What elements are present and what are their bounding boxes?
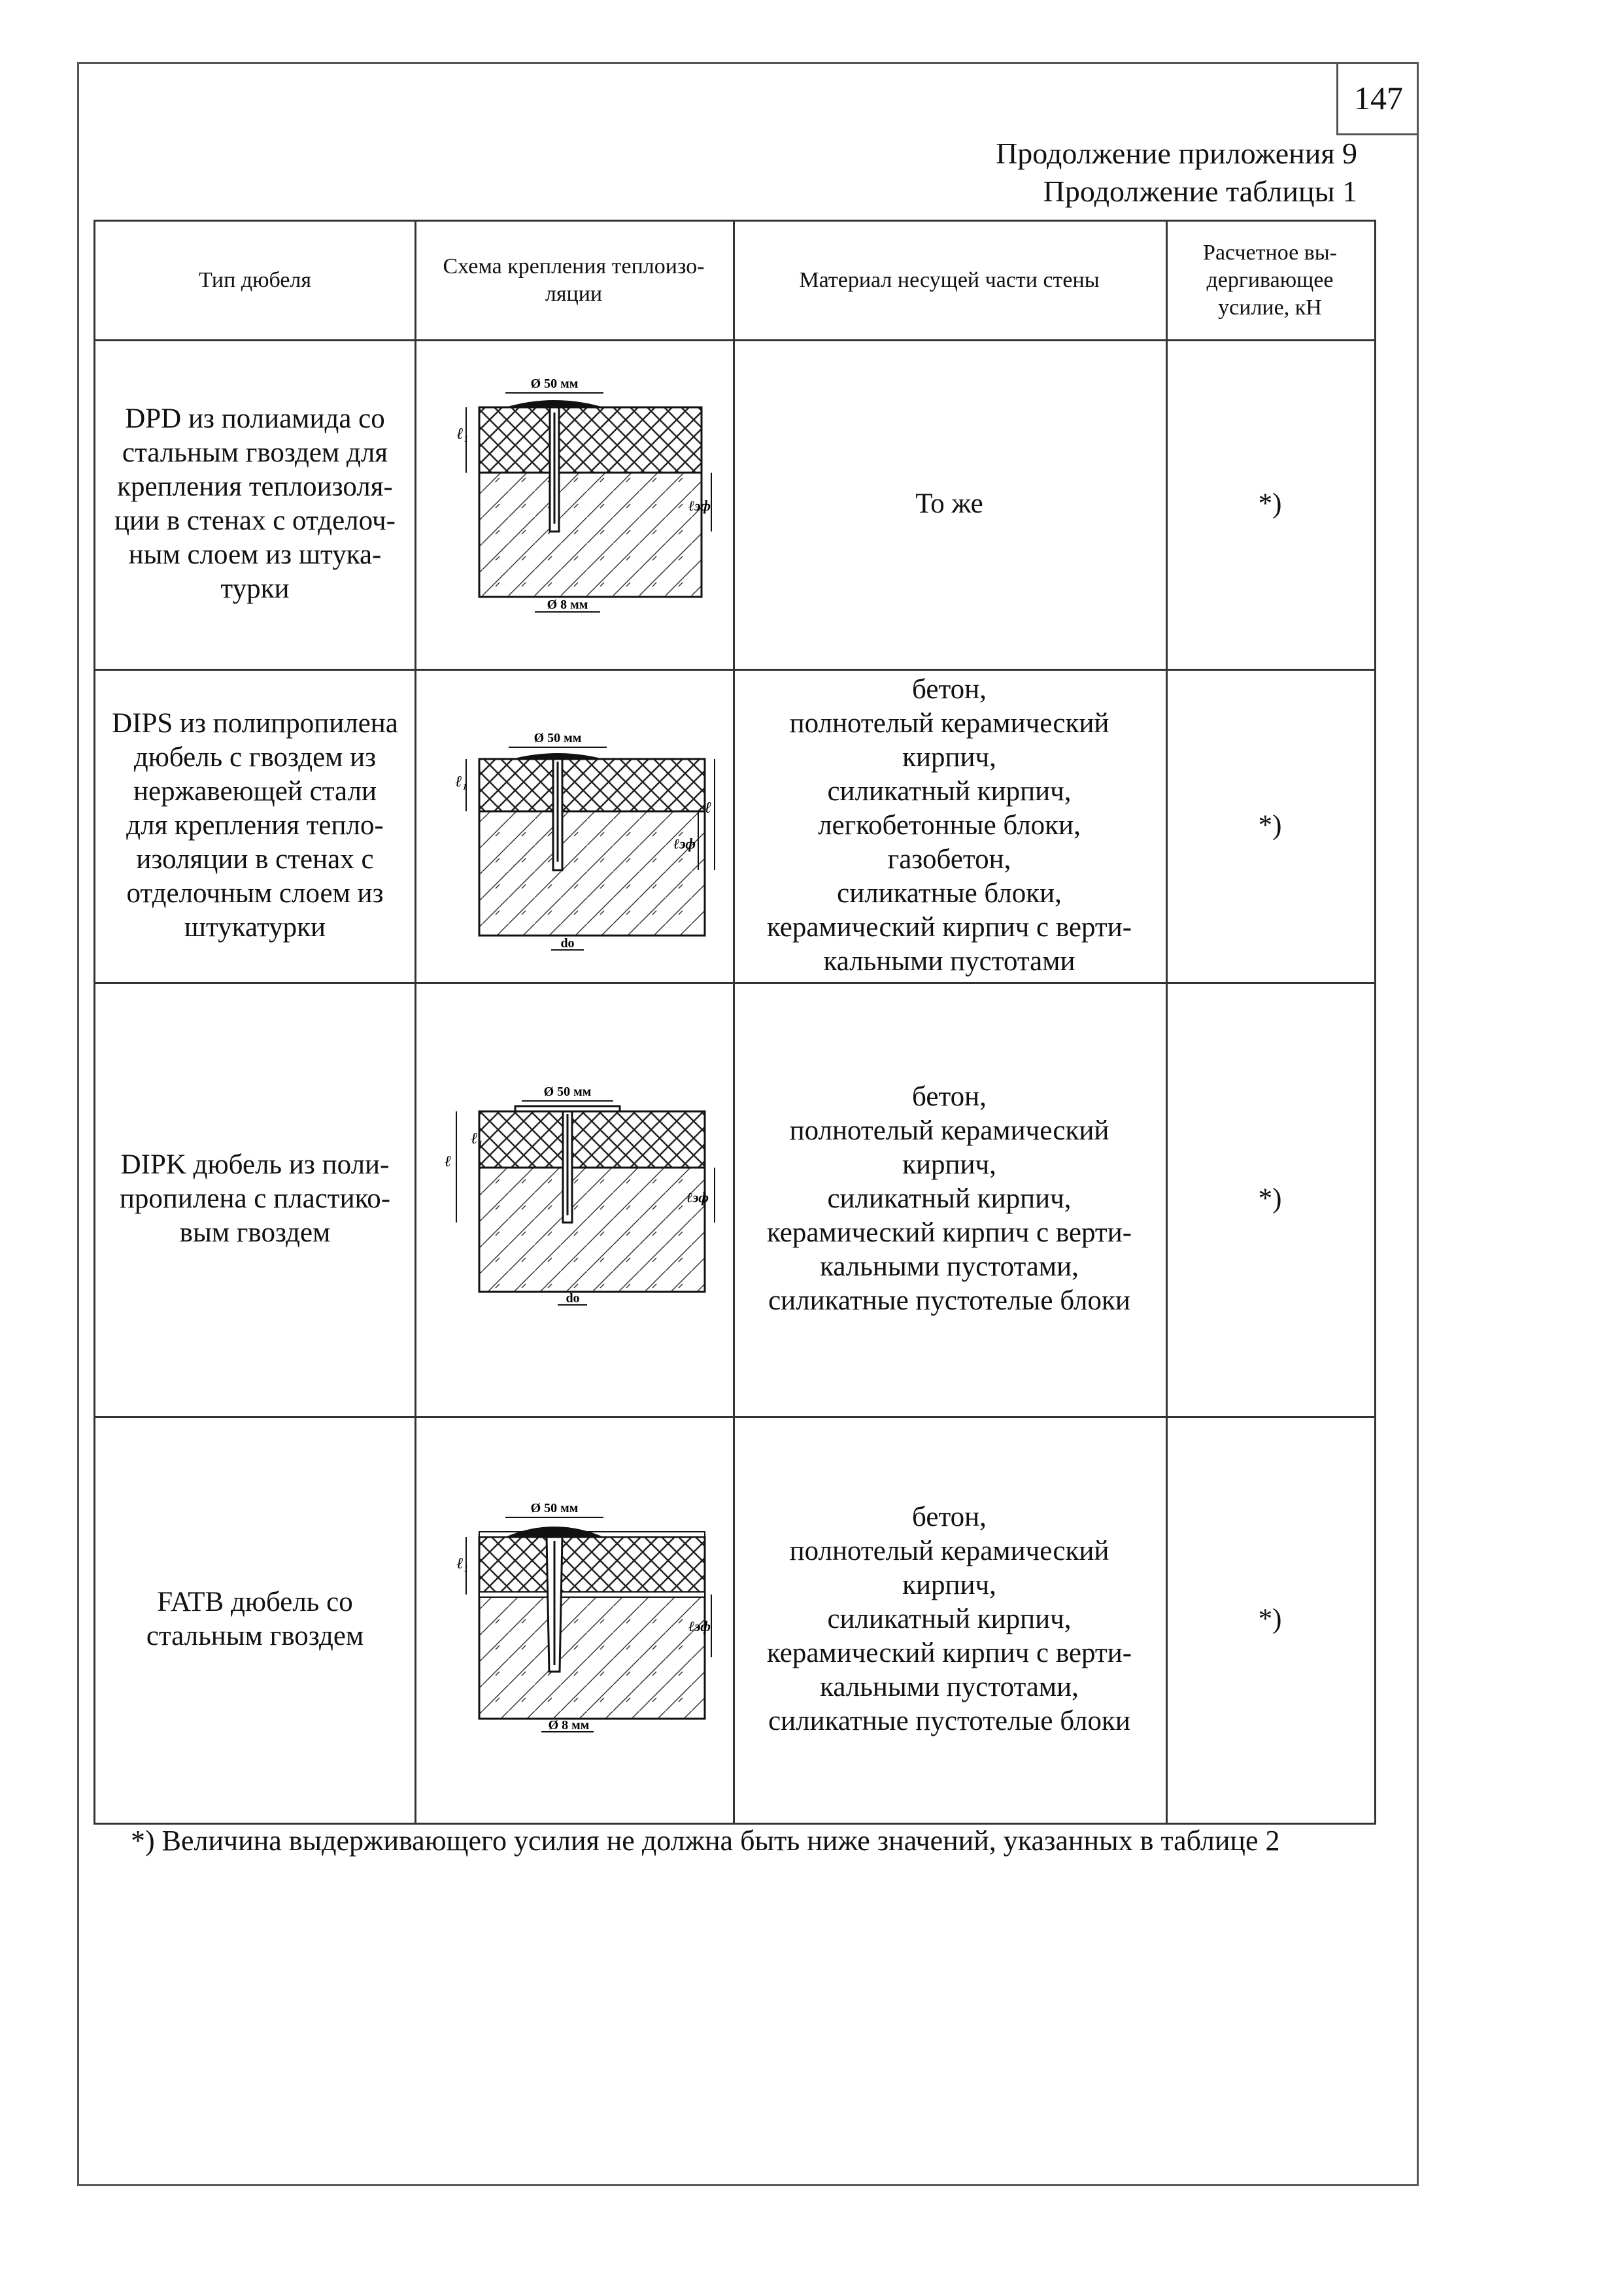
- diagram-bottom-label: Ø 8 мм: [547, 598, 588, 612]
- row1-type: DPD из полиамида со стальным гвоздем для крепления теплоизоля- ции в стенах с отделоч- ным слоем из штука- турки: [114, 403, 396, 604]
- diagram-left-label: ℓ₁: [454, 773, 467, 790]
- table-footnote: *) Величина выдерживающего усилия не должна быть ниже значений, указанных в таблице 2: [131, 1825, 1280, 1857]
- diagram-left-label: ℓ₁: [456, 1555, 468, 1572]
- dowel-table: [93, 220, 1376, 1825]
- header-force: Расчетное вы- дергивающее усилие, кН: [1203, 241, 1337, 320]
- row3-force: *): [1258, 1183, 1282, 1214]
- row2-force: *): [1258, 809, 1282, 841]
- diagram-bottom-label: do: [560, 936, 575, 951]
- row1-material: То же: [915, 488, 983, 519]
- header-dowel-type: Тип дюбеля: [198, 268, 312, 292]
- diagram-right-outer-label: ℓ: [704, 799, 711, 817]
- header-material: Материал несущей части стены: [799, 268, 1100, 292]
- page-number: 147: [1336, 62, 1419, 135]
- row2-diagram-cell: [414, 669, 733, 982]
- diagram-top-label: Ø 50 мм: [530, 1501, 578, 1515]
- diagram-top-label: Ø 50 мм: [543, 1085, 591, 1099]
- row3-diagram-cell: [414, 982, 733, 1416]
- diagram-right-label: ℓэф: [688, 498, 711, 514]
- diagram-left-label: ℓ₁: [456, 426, 468, 443]
- diagram-left-outer-label: ℓ: [444, 1153, 451, 1170]
- diagram-right-label: ℓэф: [673, 835, 696, 852]
- row4-diagram-cell: [414, 1416, 733, 1823]
- row1-diagram-cell: [414, 339, 733, 669]
- dowel-scheme-dips: [430, 688, 718, 963]
- diagram-top-label: Ø 50 мм: [533, 730, 581, 745]
- header-scheme: Схема крепления теплоизо- ляции: [443, 254, 705, 306]
- dowel-scheme-dipk: [430, 1062, 718, 1336]
- diagram-right-label: ℓэф: [686, 1189, 709, 1206]
- dowel-scheme-fatb: [430, 1476, 718, 1763]
- diagram-top-label: Ø 50 мм: [530, 377, 578, 391]
- continuation-line-2: Продолжение таблицы 1: [1043, 175, 1357, 208]
- row4-force: *): [1258, 1604, 1282, 1634]
- continuation-line-1: Продолжение приложения 9: [996, 137, 1357, 170]
- diagram-left-label: ℓ₁: [470, 1130, 482, 1147]
- row4-material: бетон, полнотелый керамический кирпич, силикатный кирпич, керамический кирпич с верти- кальными пустотами, силикатные пустотелые блоки: [766, 1502, 1132, 1736]
- dowel-scheme-dpd: [430, 360, 718, 648]
- diagram-bottom-label: Ø 8 мм: [548, 1718, 589, 1732]
- row1-force: *): [1258, 488, 1282, 519]
- row2-material: бетон, полнотелый керамический кирпич, силикатный кирпич, легкобетонные блоки, газобетон, силикатные блоки, керамический кирпич с верти- кальными пустотами: [766, 673, 1132, 977]
- row3-type: DIPK дюбель из поли- пропилена с пластико- вым гвоздем: [119, 1149, 391, 1248]
- row4-type: FATB дюбель со стальным гвоздем: [146, 1587, 364, 1651]
- diagram-right-label: ℓэф: [688, 1618, 711, 1634]
- diagram-bottom-label: do: [565, 1291, 580, 1306]
- row3-material: бетон, полнотелый керамический кирпич, силикатный кирпич, керамический кирпич с верти- кальными пустотами, силикатные пустотелые блоки: [766, 1081, 1132, 1316]
- row2-type: DIPS из полипропилена дюбель с гвоздем из нержавеющей стали для крепления тепло- изоляции в стенах с отделочным слоем из штукатурки: [112, 707, 398, 943]
